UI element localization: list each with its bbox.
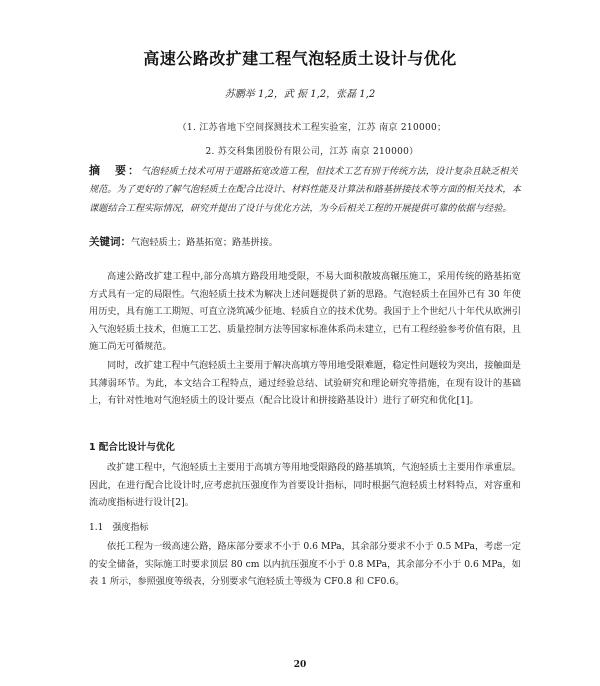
keywords-text: 气泡轻质土；路基拓宽；路基拼接。: [131, 237, 278, 248]
keywords: [89, 234, 521, 249]
subsection-heading-1-1: 1.1 强度指标: [89, 523, 149, 533]
author-list: 苏鹏举 1,2，武 振 1,2，张磊 1,2: [224, 89, 376, 100]
abstract-label: 摘 要：: [89, 164, 141, 177]
intro-paragraph-1: 高速公路改扩建工程中,部分高填方路段用地受限，不易大面积散坡高辗压施工，采用传统的路基拓宽方式具有一定的局限性。气泡轻质土技术为解决上述问题提供了新的思路。气泡轻质土在国外已有 30 年使用历史，具有施工工期短、可直立浇筑减少征地、轻质自立的技术优势。我国于上个世纪八十年代从欧洲引入气泡轻质土技术，但施工工艺、质量控制方法等国家标准体系尚未建立，已有工程经验参考价值有限，且施工尚无可循规范。: [89, 271, 521, 353]
keywords-label: 关键词：: [89, 236, 131, 248]
paper-title: 高速公路改扩建工程气泡轻质土设计与优化: [143, 49, 457, 68]
section-1-1-paragraph: 依托工程为一级高速公路，路床部分要求不小于 0.6 MPa，其余部分要求不小于 0.5 MPa，考虑一定的安全储备，实际施工时要求顶层 80 cm 以内抗压强度不小于 0.8 MPa，其余部分不小于 0.6 MPa，如表 1 所示，参照强度等级表，分别要求气泡轻质土等级为 CF0.8 和 CF0.6。: [89, 541, 521, 588]
page-number: 20: [293, 660, 307, 670]
affiliation-1: （1. 江苏省地下空间探测技术工程实验室，江苏 南京 210000；: [177, 123, 447, 133]
abstract-text: 气泡轻质土技术可用于道路拓宽改造工程，但技术工艺有别于传统方法，设计复杂且缺乏相关规范。为了更好的了解气泡轻质土在配合比设计、材料性能及计算法和路基拼接技术等方面的相关技术，本课题结合工程实际情况，研究并提出了设计与优化方法，为今后相关工程的开展提供可靠的依据与经验。: [89, 166, 521, 214]
affiliation-2: 2. 苏交科集团股份有限公司，江苏 南京 210000）: [205, 147, 419, 157]
section-1-paragraph: 改扩建工程中，气泡轻质土主要用于高填方等用地受限路段的路基填筑，气泡轻质土主要用作承重层。因此，在进行配合比设计时,应考虑抗压强度作为首要设计指标，同时根据气泡轻质土材料特点，对容重和流动度指标进行设计[2]。: [89, 462, 521, 509]
intro-paragraph-2: 同时，改扩建工程中气泡轻质土主要用于解决高填方等用地受限难题，稳定性问题较为突出，接触面是其薄弱环节。为此，本文结合工程特点，通过经验总结、试验研究和理论研究等措施，在现有设计的基础上，有针对性地对气泡轻质土的设计要点（配合比设计和拼接路基设计）进行了研究和优化[1]。: [89, 360, 521, 407]
abstract: [89, 162, 521, 218]
section-heading-1: 1 配合比设计与优化: [89, 442, 175, 453]
